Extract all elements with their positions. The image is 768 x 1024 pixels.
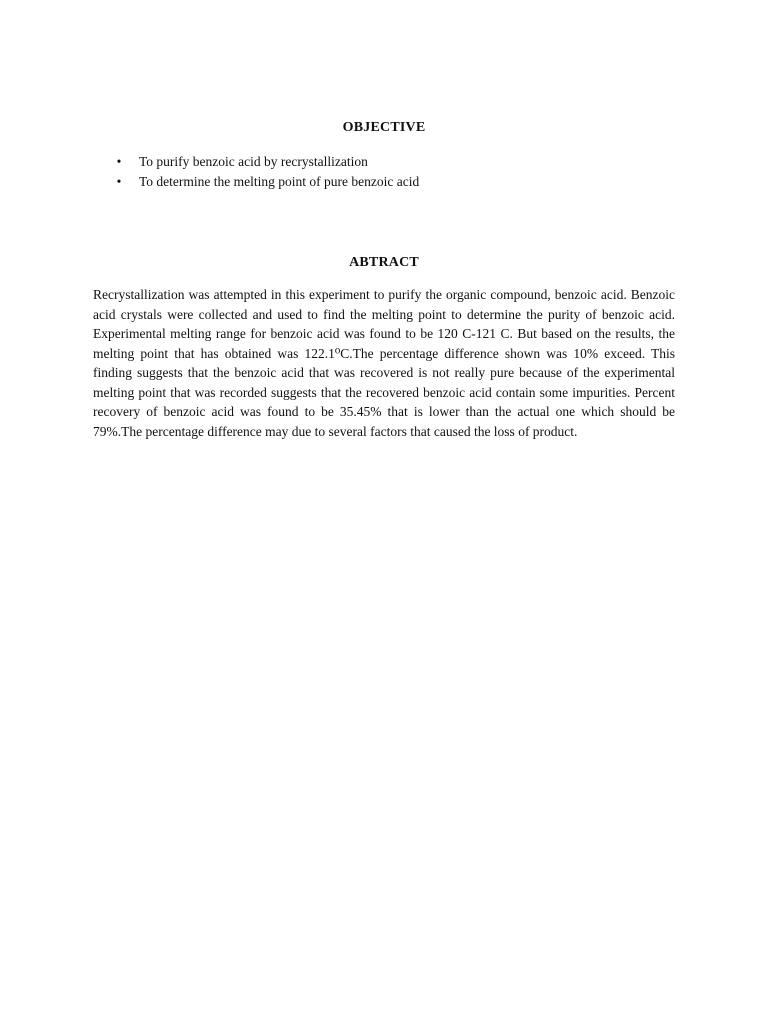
objective-item-text: To purify benzoic acid by recrystallization bbox=[139, 154, 368, 169]
bullet-icon: • bbox=[116, 154, 122, 169]
abstract-heading: ABTRACT bbox=[349, 255, 419, 270]
objective-heading: OBJECTIVE bbox=[342, 120, 426, 135]
objective-item bbox=[113, 152, 419, 172]
bullet-icon: • bbox=[116, 174, 122, 189]
abstract-paragraph: Recrystallization was attempted in this experiment to purify the organic compound, benzoic acid. Benzoic acid crystals were collected and used to find the melting point to determine the purity of benzoic acid. Experimental melting range for benzoic acid was found to be 120 C-121 C. But based on the results, the melting point that has obtained was 122.1⁰C.The percentage difference shown was 10% exceed. This finding suggests that the benzoic acid that was recovered is not really pure because of the experimental melting point that was recorded suggests that the recovered benzoic acid contain some impurities. Percent recovery of benzoic acid was found to be 35.45% that is lower than the actual one which should be 79%.The percentage difference may due to several factors that caused the loss of product. bbox=[93, 287, 675, 439]
objective-list bbox=[113, 152, 419, 192]
objective-item bbox=[113, 172, 419, 192]
objective-item-text: To determine the melting point of pure benzoic acid bbox=[139, 174, 420, 189]
